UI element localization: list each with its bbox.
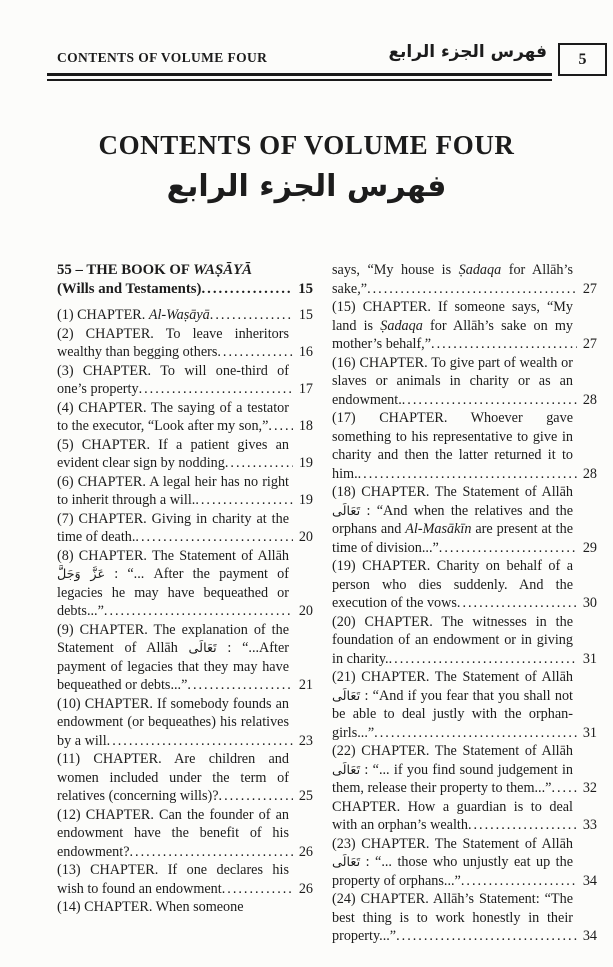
dot-leader xyxy=(139,380,313,399)
toc-entry xyxy=(332,890,597,946)
entry-text: (24) CHAPTER. Allāh’s Statement: “The best thing is to work honestly in their property...” xyxy=(332,891,573,944)
entry-text: (17) CHAPTER. Whoever gave something to his representative to give in charity and then the latter returned it to him. xyxy=(332,410,573,482)
entry-text: (Wills and Testaments) xyxy=(57,280,202,297)
toc-column-right xyxy=(332,261,597,946)
entry-text: (3) CHAPTER. To will one-third of one’s property xyxy=(57,362,289,397)
page-number: 32 xyxy=(577,779,597,798)
page-number: 26 xyxy=(293,843,313,862)
entry-text: (15) CHAPTER. If someone says, “My land is Ṣadaqa for Allāh’s sake on my mother’s behalf,” xyxy=(332,299,573,352)
toc-entry xyxy=(57,325,313,362)
toc-entry xyxy=(332,835,597,891)
page-number: 28 xyxy=(577,465,597,484)
entry-text: (11) CHAPTER. Are children and women included under the term of relatives (concerning wills)? xyxy=(57,751,289,804)
page-number: 23 xyxy=(293,732,313,751)
toc-entry xyxy=(57,621,313,695)
toc-entry xyxy=(57,806,313,862)
page-number: 17 xyxy=(293,380,313,399)
entry-text: (4) CHAPTER. The saying of a testator to the executor, “Look after my son,” xyxy=(57,399,289,434)
entry-text: (19) CHAPTER. Charity on behalf of a person who dies suddenly. And the execution of the vows xyxy=(332,558,573,611)
page-number: 31 xyxy=(577,650,597,669)
dot-leader xyxy=(135,528,313,547)
dot-leader xyxy=(374,724,597,743)
entry-text: (23) CHAPTER. The Statement of Allāh تَعَالَى : “... those who unjustly eat up the property of orphans...” xyxy=(332,835,573,889)
dot-leader xyxy=(439,539,597,558)
toc-entry xyxy=(57,362,313,399)
dot-leader xyxy=(130,843,314,862)
toc-entry xyxy=(332,261,597,298)
page-number: 19 xyxy=(293,491,313,510)
header-rule xyxy=(47,73,552,81)
dot-leader xyxy=(389,650,597,669)
entry-text: (1) CHAPTER. Al-Waṣāyā xyxy=(57,307,210,323)
toc-entry xyxy=(332,409,597,483)
toc-entry xyxy=(332,298,597,354)
dot-leader xyxy=(358,465,597,484)
entry-text: (7) CHAPTER. Giving in charity at the time of death. xyxy=(57,510,289,545)
page-number: 16 xyxy=(293,343,313,362)
page-number: 25 xyxy=(293,787,313,806)
toc-entry xyxy=(57,750,313,806)
toc-entry xyxy=(57,473,313,510)
entry-text: (16) CHAPTER. To give part of wealth or slaves or animals in charity or as an endowment. xyxy=(332,354,573,408)
entry-text: (14) CHAPTER. When someone xyxy=(57,899,244,915)
dot-leader xyxy=(402,391,597,410)
running-title: CONTENTS OF VOLUME FOUR xyxy=(57,50,268,65)
page-title-arabic: فهرس الجزء الرابع xyxy=(166,169,447,204)
page-number: 27 xyxy=(577,280,597,299)
toc-entry xyxy=(332,798,597,835)
entry-text: (21) CHAPTER. The Statement of Allāh تَعَالَى : “And if you fear that you shall not be able to deal justly with the orphan-girls...” xyxy=(332,669,573,741)
toc-column-left xyxy=(57,261,313,946)
page-number: 18 xyxy=(293,417,313,436)
toc-entry xyxy=(57,861,313,898)
entry-text: (8) CHAPTER. The Statement of Allāh عَزَّ وَجَلَّ : “... After the payment of legacies he may have bequeathed or debts...” xyxy=(57,547,289,619)
page-number: 15 xyxy=(292,280,313,299)
entry-text: (6) CHAPTER. A legal heir has no right to inherit through a will. xyxy=(57,473,289,508)
page-number: 30 xyxy=(577,594,597,613)
entry-text: (12) CHAPTER. Can the founder of an endowment have the benefit of his endowment? xyxy=(57,806,289,860)
entry-text: (13) CHAPTER. If one declares his wish to found an endowment xyxy=(57,862,289,897)
entry-text: (18) CHAPTER. The Statement of Allāh تَعَالَى : “And when the relatives and the orphans and Al-Masākīn are present at the time of division...” xyxy=(332,484,573,556)
toc-entry xyxy=(57,510,313,547)
toc-entry xyxy=(332,557,597,613)
page-number: 20 xyxy=(293,602,313,621)
page-number: 19 xyxy=(293,454,313,473)
page-number: 15 xyxy=(293,306,313,325)
entry-text: CHAPTER. How a guardian is to deal with an orphan’s wealth xyxy=(332,798,573,833)
toc-entry xyxy=(57,547,313,621)
entry-text: (5) CHAPTER. If a patient gives an evident clear sign by nodding xyxy=(57,436,289,471)
toc-entry xyxy=(332,742,597,798)
dot-leader xyxy=(107,732,313,751)
entry-text: (2) CHAPTER. To leave inheritors wealthy than begging others xyxy=(57,325,289,360)
page-title: CONTENTS OF VOLUME FOUR xyxy=(98,130,515,160)
entry-text: (22) CHAPTER. The Statement of Allāh تَعَالَى : “... if you find sound judgement in them, release their property to them...” xyxy=(332,743,573,796)
table-of-contents xyxy=(57,261,597,946)
page-number: 27 xyxy=(577,335,597,354)
toc-entry xyxy=(332,354,597,410)
toc-entry xyxy=(332,483,597,557)
page-number: 21 xyxy=(293,676,313,695)
page-number-box: 5 xyxy=(558,43,607,76)
entry-text: 55 – THE BOOK OF WAṢĀYĀ xyxy=(57,262,253,278)
toc-entry xyxy=(57,261,313,280)
entry-text: says, “My house is Ṣadaqa for Allāh’s sake,” xyxy=(332,262,573,297)
page-number: 29 xyxy=(577,539,597,558)
toc-entry xyxy=(57,306,313,325)
entry-text: (10) CHAPTER. If somebody founds an endowment (or bequeathes) his relatives by a will xyxy=(57,695,289,749)
dot-leader xyxy=(367,280,597,299)
page-number: 31 xyxy=(577,724,597,743)
page-number: 26 xyxy=(293,880,313,899)
toc-entry xyxy=(57,898,313,917)
page-number: 33 xyxy=(577,816,597,835)
toc-entry xyxy=(332,613,597,669)
dot-leader xyxy=(431,335,597,354)
running-title-arabic: فهرس الجزء الرابع xyxy=(388,42,547,62)
entry-text: (20) CHAPTER. The witnesses in the foundation of an endowment or in giving in charity. xyxy=(332,613,573,667)
toc-entry xyxy=(57,436,313,473)
dot-leader xyxy=(104,602,313,621)
toc-entry xyxy=(57,280,313,299)
page-number: 34 xyxy=(577,927,597,946)
entry-text: (9) CHAPTER. The explanation of the Statement of Allāh تَعَالَى : “...After payment of legacies that they may have bequeathed or debts...” xyxy=(57,621,289,693)
toc-entry xyxy=(57,695,313,751)
toc-entry xyxy=(57,399,313,436)
dot-leader xyxy=(396,927,597,946)
toc-entry xyxy=(332,668,597,742)
page-number: 20 xyxy=(293,528,313,547)
page-number: 34 xyxy=(577,872,597,891)
page-number: 28 xyxy=(577,391,597,410)
